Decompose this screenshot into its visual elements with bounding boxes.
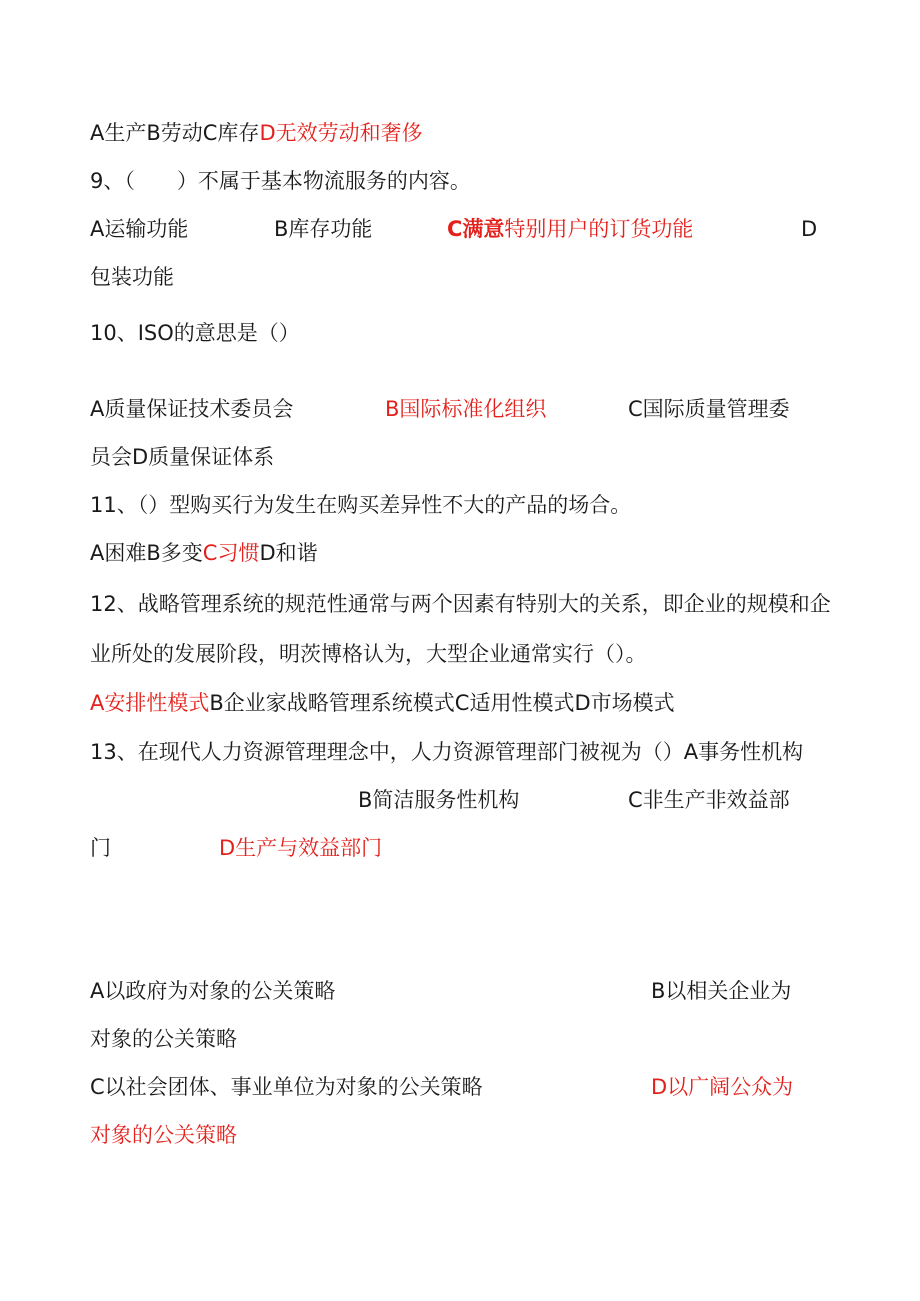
q10-answer: B国际标准化组织 — [385, 397, 547, 421]
q12-answer: A安排性模式 — [90, 691, 210, 715]
q13-option-b: B简洁服务性机构 — [358, 788, 520, 812]
q14-option-a: A以政府为对象的公关策略 — [90, 979, 336, 1003]
q9-option-a: A运输功能 — [90, 217, 189, 241]
q10-question: 10、ISO的意思是（） — [90, 321, 300, 345]
q12-question-line1: 12、战略管理系统的规范性通常与两个因素有特别大的关系，即企业的规模和企 — [90, 592, 831, 616]
q13-question: 13、在现代人力资源管理理念中，人力资源管理部门被视为（）A事务性机构 — [90, 740, 804, 764]
q11-question: 11、（）型购买行为发生在购买差异性不大的产品的场合。 — [90, 493, 632, 517]
q9-answer-rest: 特别用户的订货功能 — [504, 217, 694, 241]
q10-option-a: A质量保证技术委员会 — [90, 397, 294, 421]
q10-option-d: D质量保证体系 — [132, 445, 275, 469]
q11-options-before: A困难B多变 — [90, 541, 203, 565]
q12-question-line2: 业所处的发展阶段，明茨博格认为，大型企业通常实行（）。 — [90, 642, 647, 666]
q12-options-after: B企业家战略管理系统模式C适用性模式D市场模式 — [209, 691, 675, 715]
q9-answer — [447, 215, 693, 243]
q10-option-c-d-line — [90, 443, 274, 471]
q14-answer-part1: D以广阔公众为 — [651, 1075, 794, 1099]
q11-answer: C习惯 — [202, 541, 260, 565]
q9-question: 9、（ ）不属于基本物流服务的内容。 — [90, 169, 471, 193]
q13-answer: D生产与效益部门 — [219, 836, 383, 860]
q8-options-line — [90, 119, 423, 147]
q12-options-line — [90, 689, 675, 717]
q9-option-b: B库存功能 — [274, 217, 373, 241]
q10-option-c-part2: 员会 — [90, 445, 132, 469]
q13-option-c-part1: C非生产非效益部 — [628, 788, 790, 812]
q11-options-after: D和谐 — [259, 541, 318, 565]
q10-option-c-part1: C国际质量管理委 — [628, 397, 790, 421]
q13-option-c-part2: 门 — [90, 836, 111, 860]
q14-answer-part2: 对象的公关策略 — [90, 1123, 237, 1147]
q8-options: A生产B劳动C库存 — [90, 121, 260, 145]
q9-option-d-text: 包装功能 — [90, 265, 174, 289]
q9-answer-prefix: C满意 — [447, 217, 505, 241]
q14-option-c: C以社会团体、事业单位为对象的公关策略 — [90, 1075, 483, 1099]
q14-option-b-part2: 对象的公关策略 — [90, 1027, 237, 1051]
q14-option-b-part1: B以相关企业为 — [651, 979, 792, 1003]
q9-option-d-letter: D — [801, 217, 818, 241]
q11-options-line — [90, 539, 318, 567]
q8-answer: D无效劳动和奢侈 — [259, 121, 423, 145]
